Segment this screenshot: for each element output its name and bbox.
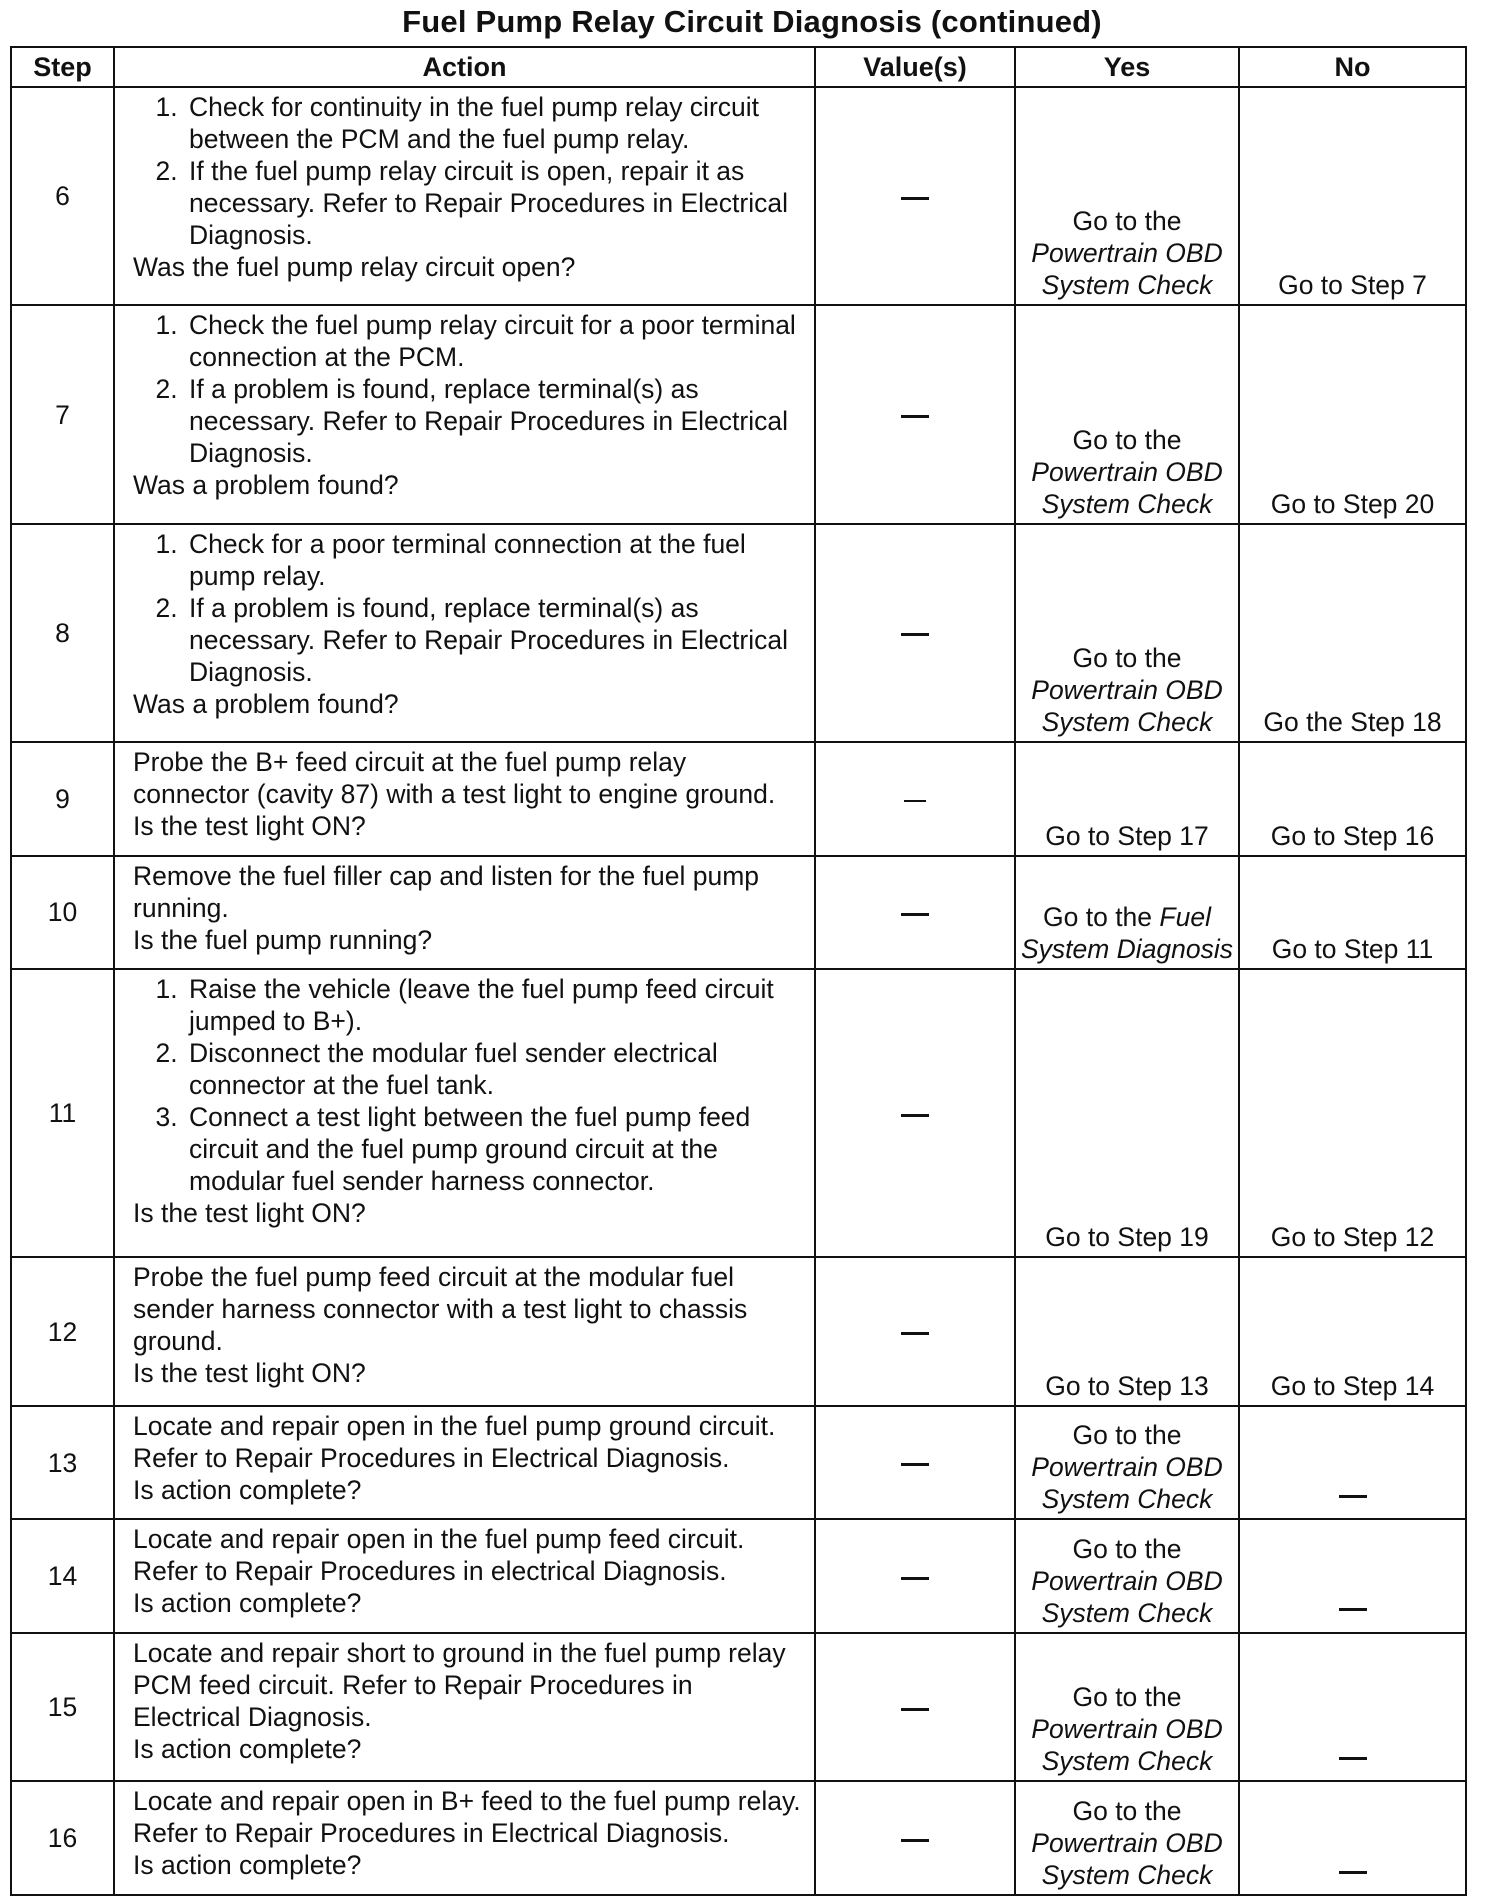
yes-cell	[1015, 1781, 1239, 1895]
yes-cell	[1015, 305, 1239, 523]
yes-link: Powertrain OBD System Check	[1031, 456, 1223, 519]
no-cell	[1239, 1633, 1466, 1781]
value-cell	[815, 1633, 1015, 1781]
action-cell	[114, 305, 815, 523]
dash-mark	[901, 1463, 929, 1466]
action-question: Is the test light ON?	[133, 811, 366, 842]
yes-cell: Go to Step 19	[1015, 969, 1239, 1257]
table-row	[11, 1519, 1466, 1633]
dash-mark	[901, 633, 929, 636]
no-cell: Go to Step 20	[1239, 305, 1466, 523]
action-question: Is the test light ON?	[133, 1358, 366, 1389]
value-cell	[815, 305, 1015, 523]
dash-mark	[901, 1708, 929, 1711]
table-header-row	[11, 47, 1466, 87]
action-item: 1. Check for a poor terminal connection at the fuel pump relay.	[185, 528, 806, 592]
action-list	[133, 973, 806, 1197]
action-text: Probe the fuel pump feed circuit at the modular fuel sender harness connector with a test light to chassis ground.	[133, 1262, 748, 1357]
action-list	[133, 309, 806, 469]
value-cell	[815, 856, 1015, 970]
action-cell	[114, 1519, 815, 1633]
dash-mark	[901, 415, 929, 418]
action-question: Was a problem found?	[133, 470, 399, 501]
yes-prefix: Go to the	[1043, 902, 1153, 933]
dash-mark	[901, 913, 929, 916]
dash-mark	[1339, 1495, 1367, 1498]
table-row	[11, 1781, 1466, 1895]
step-number: 13	[11, 1406, 114, 1520]
dash-mark	[901, 1114, 929, 1117]
action-question: Is the fuel pump running?	[133, 924, 433, 955]
action-question: Is action complete?	[133, 1850, 362, 1881]
yes-link: Powertrain OBD System Check	[1031, 675, 1223, 738]
yes-prefix: Go to the	[1072, 643, 1182, 674]
dash-mark	[901, 1577, 929, 1580]
value-cell	[815, 1257, 1015, 1405]
action-question: Is action complete?	[133, 1588, 362, 1619]
action-question: Is action complete?	[133, 1474, 362, 1505]
no-cell: Go to Step 12	[1239, 969, 1466, 1257]
action-cell	[114, 856, 815, 970]
no-cell	[1239, 1406, 1466, 1520]
diagnosis-table	[10, 46, 1467, 1896]
yes-cell	[1015, 524, 1239, 742]
header-step: Step	[11, 47, 114, 87]
action-text: Locate and repair short to ground in the fuel pump relay PCM feed circuit. Refer to Repair Procedures in Electrical Diagnosis.	[133, 1637, 786, 1732]
header-yes: Yes	[1015, 47, 1239, 87]
action-cell	[114, 1781, 815, 1895]
yes-prefix: Go to the	[1072, 424, 1182, 455]
value-cell	[815, 1406, 1015, 1520]
dash-mark	[901, 1332, 929, 1335]
action-text: Locate and repair open in the fuel pump ground circuit. Refer to Repair Procedures in Electrical Diagnosis.	[133, 1410, 776, 1473]
value-cell	[815, 524, 1015, 742]
step-number: 15	[11, 1633, 114, 1781]
action-question: Is the test light ON?	[133, 1198, 366, 1229]
table-row	[11, 969, 1466, 1257]
yes-prefix: Go to the	[1072, 1420, 1182, 1451]
yes-cell: Go to Step 13	[1015, 1257, 1239, 1405]
action-cell	[114, 524, 815, 742]
step-number: 16	[11, 1781, 114, 1895]
dash-mark	[1339, 1608, 1367, 1611]
yes-cell	[1015, 1519, 1239, 1633]
yes-prefix: Go to the	[1072, 1533, 1182, 1564]
yes-cell	[1015, 1633, 1239, 1781]
value-cell	[815, 87, 1015, 305]
action-text: Locate and repair open in the fuel pump feed circuit. Refer to Repair Procedures in electrical Diagnosis.	[133, 1524, 745, 1587]
yes-cell	[1015, 1406, 1239, 1520]
action-cell	[114, 87, 815, 305]
yes-link: Fuel System Diagnosis	[1020, 902, 1234, 965]
action-item: 2. If a problem is found, replace terminal(s) as necessary. Refer to Repair Procedures in Electrical Diagnosis.	[185, 592, 806, 688]
step-number: 12	[11, 1257, 114, 1405]
yes-link: Powertrain OBD System Check	[1031, 1714, 1223, 1777]
no-cell: Go to Step 11	[1239, 856, 1466, 970]
step-number: 6	[11, 87, 114, 305]
action-text: Locate and repair open in B+ feed to the fuel pump relay. Refer to Repair Procedures in Electrical Diagnosis.	[133, 1786, 801, 1849]
no-cell: Go to Step 7	[1239, 87, 1466, 305]
yes-cell	[1015, 87, 1239, 305]
dash-mark	[1339, 1871, 1367, 1874]
action-cell	[114, 1406, 815, 1520]
value-cell	[815, 969, 1015, 1257]
table-row	[11, 305, 1466, 523]
table-row	[11, 524, 1466, 742]
no-cell	[1239, 1519, 1466, 1633]
dash-mark	[901, 197, 929, 200]
action-text: Probe the B+ feed circuit at the fuel pump relay connector (cavity 87) with a test light to engine ground.	[133, 747, 776, 810]
dash-mark	[904, 800, 926, 802]
action-list	[133, 91, 806, 251]
table-row	[11, 742, 1466, 856]
yes-prefix: Go to the	[1072, 1796, 1182, 1826]
header-action: Action	[114, 47, 815, 87]
action-question: Is action complete?	[133, 1733, 362, 1764]
action-cell	[114, 969, 815, 1257]
header-no: No	[1239, 47, 1466, 87]
table-row	[11, 856, 1466, 970]
action-text: Remove the fuel filler cap and listen for the fuel pump running.	[133, 860, 760, 923]
action-item: 1. Check the fuel pump relay circuit for a poor terminal connection at the PCM.	[185, 309, 806, 373]
action-cell	[114, 1257, 815, 1405]
action-cell	[114, 742, 815, 856]
action-cell	[114, 1633, 815, 1781]
table-row	[11, 1406, 1466, 1520]
no-cell: Go to Step 16	[1239, 742, 1466, 856]
yes-link: Powertrain OBD System Check	[1031, 1828, 1223, 1890]
action-item: 2. If a problem is found, replace terminal(s) as necessary. Refer to Repair Procedures in Electrical Diagnosis.	[185, 373, 806, 469]
step-number: 7	[11, 305, 114, 523]
step-number: 9	[11, 742, 114, 856]
header-values: Value(s)	[815, 47, 1015, 87]
action-item: 1. Raise the vehicle (leave the fuel pump feed circuit jumped to B+).	[185, 973, 806, 1037]
yes-cell: Go to Step 17	[1015, 742, 1239, 856]
step-number: 11	[11, 969, 114, 1257]
page-title: Fuel Pump Relay Circuit Diagnosis (continued)	[402, 4, 1102, 39]
table-row	[11, 1257, 1466, 1405]
action-list	[133, 528, 806, 688]
yes-prefix: Go to the	[1072, 206, 1182, 237]
value-cell	[815, 1519, 1015, 1633]
value-cell	[815, 1781, 1015, 1895]
action-item: 3. Connect a test light between the fuel pump feed circuit and the fuel pump ground circuit at the modular fuel sender harness connector.	[185, 1101, 806, 1197]
action-item: 2. Disconnect the modular fuel sender electrical connector at the fuel tank.	[185, 1037, 806, 1101]
table-row	[11, 87, 1466, 305]
step-number: 14	[11, 1519, 114, 1633]
no-cell: Go to Step 14	[1239, 1257, 1466, 1405]
action-question: Was the fuel pump relay circuit open?	[133, 252, 576, 282]
action-question: Was a problem found?	[133, 688, 399, 719]
action-item: 1. Check for continuity in the fuel pump relay circuit between the PCM and the fuel pump relay.	[185, 91, 806, 155]
dash-mark	[1339, 1757, 1367, 1760]
action-item: 2. If the fuel pump relay circuit is open, repair it as necessary. Refer to Repair Procedures in Electrical Diagnosis.	[185, 155, 806, 251]
table-row	[11, 1633, 1466, 1781]
no-cell: Go the Step 18	[1239, 524, 1466, 742]
yes-link: Powertrain OBD System Check	[1031, 1452, 1223, 1515]
yes-prefix: Go to the	[1072, 1682, 1182, 1713]
step-number: 10	[11, 856, 114, 970]
yes-link: Powertrain OBD System Check	[1031, 1565, 1223, 1628]
step-number: 8	[11, 524, 114, 742]
value-cell	[815, 742, 1015, 856]
no-cell	[1239, 1781, 1466, 1895]
yes-link: Powertrain OBD System Check	[1031, 238, 1223, 301]
dash-mark	[901, 1839, 929, 1842]
yes-cell	[1015, 856, 1239, 970]
